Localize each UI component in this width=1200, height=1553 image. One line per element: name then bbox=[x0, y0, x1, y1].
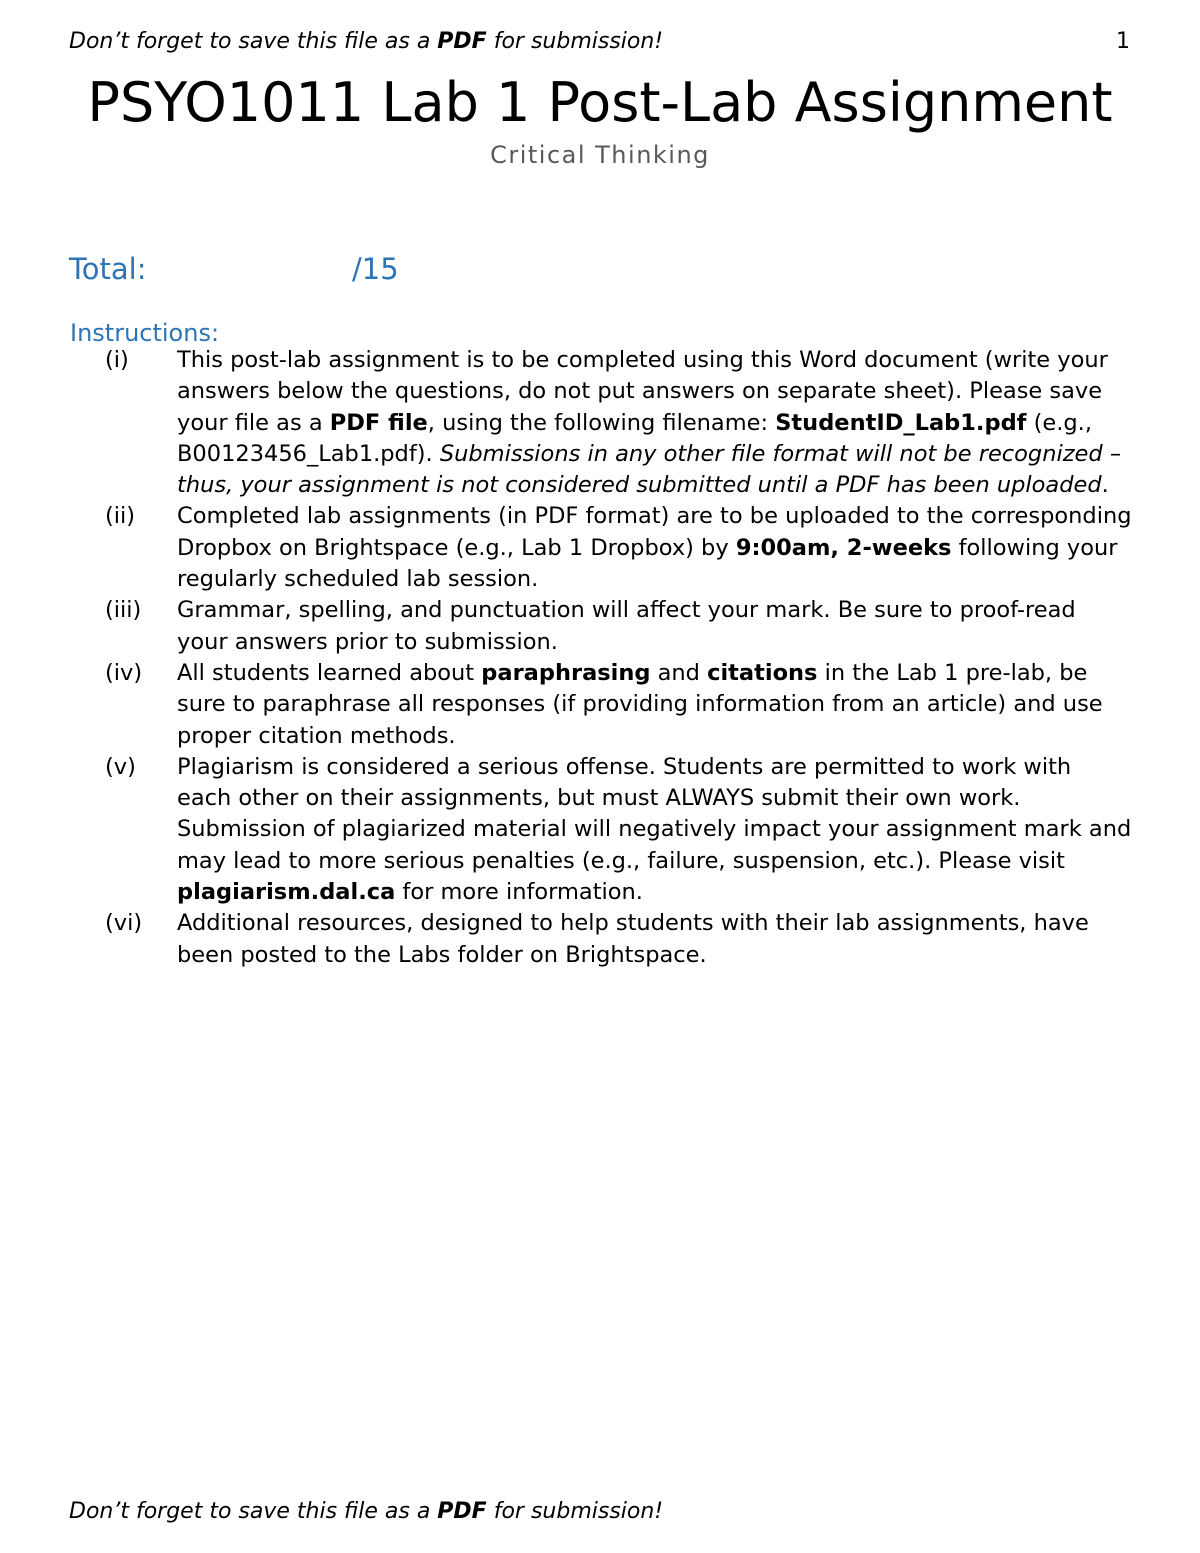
instruction-text: Plagiarism is considered a serious offense. Students are permitted to work with each other on their assignments, but must ALWAYS submit their own work. Submission of plagiarized material will negatively impact your assignment mark and may lead to more serious penalties (e.g., failure, suspension, etc.). Please visit bbox=[177, 753, 1132, 874]
instruction-bold-text: PDF file bbox=[329, 409, 428, 436]
instruction-marker: (i) bbox=[105, 347, 129, 373]
instruction-text: , using the following filename: bbox=[427, 409, 776, 436]
instruction-italic-text: Submissions in any other file format will not be recognized – thus, your assignment is not considered submitted until a PDF has been uploaded bbox=[177, 440, 1122, 499]
instruction-text: (e.g., B00123456_Lab1.pdf). bbox=[177, 409, 1092, 467]
instruction-marker: (iii) bbox=[105, 597, 142, 624]
footer-reminder-pdf-bold: PDF bbox=[437, 1499, 487, 1524]
instruction-text: Completed lab assignments (in PDF format) are to be uploaded to the corresponding Dropbox on Brightspace (e.g., Lab 1 Dropbox) by bbox=[177, 503, 1132, 561]
instruction-item-ii bbox=[0, 501, 1200, 595]
header-reminder-text-end: for submission! bbox=[486, 29, 664, 54]
instruction-text: following your regularly scheduled lab session. bbox=[177, 534, 1118, 593]
instruction-bold-citations: citations bbox=[707, 659, 818, 686]
instruction-bold-filename: StudentID_Lab1.pdf bbox=[775, 409, 1027, 436]
instruction-text: This post-lab assignment is to be completed using this Word document (write your answers below the questions, do not put answers on separate sheet). Please save your file as a bbox=[177, 347, 1108, 436]
plagiarism-link-text: plagiarism.dal.ca bbox=[177, 879, 396, 906]
instruction-text: and bbox=[650, 659, 708, 686]
total-label: Total: bbox=[69, 252, 147, 286]
instruction-text: for more information. bbox=[395, 879, 643, 906]
instruction-item-iii bbox=[0, 595, 1200, 658]
total-score-row bbox=[69, 251, 399, 287]
instruction-text: . bbox=[1101, 472, 1109, 499]
instruction-item-i bbox=[0, 345, 1200, 501]
total-out-of: /15 bbox=[352, 252, 399, 286]
instruction-bold-deadline: 9:00am, 2-weeks bbox=[735, 534, 952, 561]
instruction-item-v bbox=[0, 752, 1200, 908]
instruction-marker: (v) bbox=[105, 753, 136, 780]
footer-reminder-text-start: Don’t forget to save this file as a bbox=[69, 1499, 438, 1524]
page-number: 1 bbox=[1116, 29, 1130, 54]
instructions-heading: Instructions: bbox=[70, 319, 220, 347]
footer-reminder-text-end: for submission! bbox=[486, 1499, 664, 1524]
header-reminder-text-start: Don’t forget to save this file as a bbox=[69, 29, 438, 54]
instruction-item-vi bbox=[0, 908, 1200, 971]
header-reminder bbox=[69, 27, 663, 57]
document-title: PSYO1011 Lab 1 Post-Lab Assignment bbox=[87, 71, 1113, 134]
instruction-marker: (iv) bbox=[105, 659, 143, 686]
footer-reminder bbox=[69, 1497, 663, 1527]
instruction-list bbox=[0, 345, 1200, 971]
instruction-marker: (vi) bbox=[105, 910, 143, 937]
instruction-text: All students learned about bbox=[177, 659, 482, 686]
instruction-text: Grammar, spelling, and punctuation will affect your mark. Be sure to proof-read your answers prior to submission. bbox=[177, 597, 1076, 655]
instruction-item-iv bbox=[0, 658, 1200, 752]
document-subtitle: Critical Thinking bbox=[490, 141, 710, 169]
header-reminder-pdf-bold: PDF bbox=[437, 29, 487, 54]
instruction-marker: (ii) bbox=[105, 503, 136, 530]
instruction-text: in the Lab 1 pre-lab, be sure to paraphrase all responses (if providing information from an article) and use proper citation methods. bbox=[177, 659, 1103, 749]
instruction-bold-paraphrasing: paraphrasing bbox=[481, 659, 651, 686]
instruction-text: Additional resources, designed to help students with their lab assignments, have been posted to the Labs folder on Brightspace. bbox=[177, 910, 1089, 968]
